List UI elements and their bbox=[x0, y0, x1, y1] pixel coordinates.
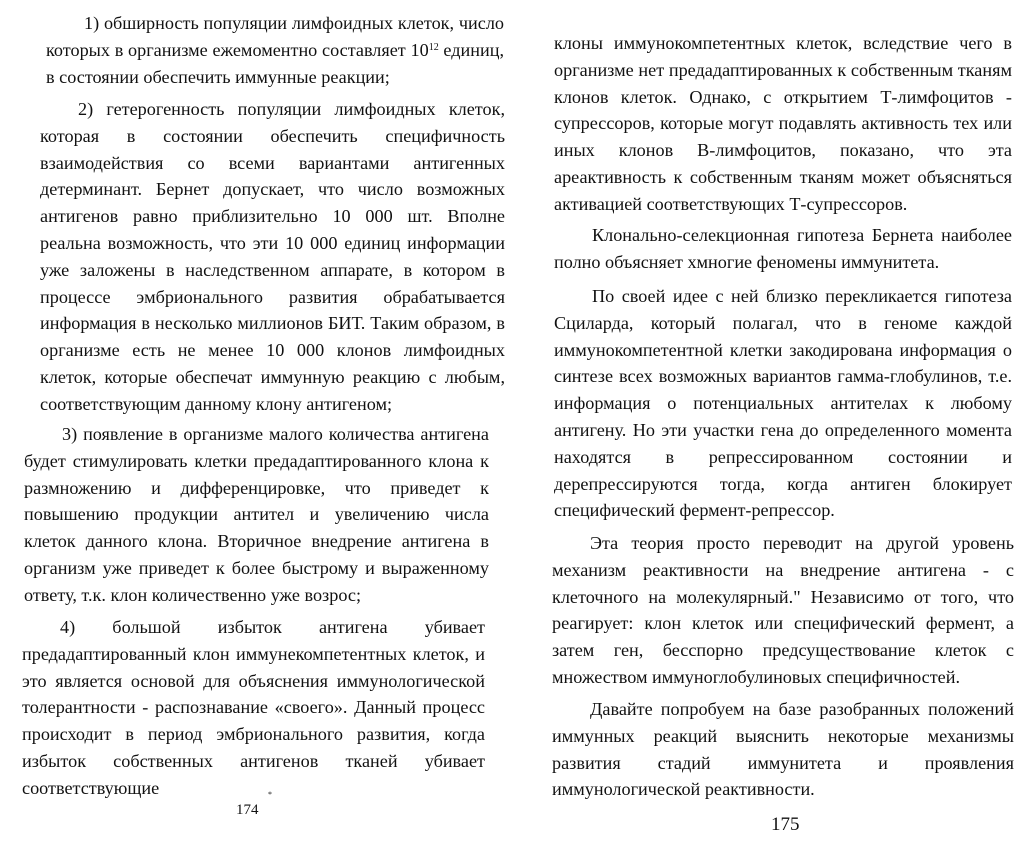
page-number-left: 174 bbox=[236, 802, 259, 818]
stray-mark: * bbox=[268, 790, 272, 799]
right-paragraph-1: клоны иммунокомпетентных клеток, вследствие чего в организме нет предадаптированных к собственным тканям клонов клеток. Однако, с открытием Т-лимфоцитов - супрессоров, которые могут подавлять активность тех или иных клонов В-лимфоцитов, показано, что эта ареактивность к собственным тканям может объясняться активацией соответствующих Т-супрессоров. bbox=[554, 33, 1012, 214]
page-number-right: 175 bbox=[771, 814, 800, 835]
right-paragraph-2: Клонально-селекционная гипотеза Бернета наиболее полно объясняет хмногие феномены иммунитета. bbox=[554, 225, 1012, 272]
left-paragraph-3: 3) появление в организме малого количества антигена будет стимулировать клетки предадаптированного клона к размножению и дифференцировке, что приведет к повышению продукции антител и увеличению числа клеток данного клона. Вторичное внедрение антигена в организм уже приведет к более быстрому и выраженному ответу, т.к. клон количественно уже возрос; bbox=[24, 424, 489, 605]
left-paragraph-1 bbox=[46, 10, 504, 90]
left-paragraph-4: 4) большой избыток антигена убивает предадаптированный клон иммунекомпетентных клеток, и это является основой для объяснения иммунологической толерантности - распознавание «своего». Данный процесс происходит в период эмбрионального развития, когда избыток собственных антигенов тканей убивает соответствующие bbox=[22, 617, 485, 798]
left-paragraph-1-text-end: единиц, в состоянии обеспечить иммунные реакции; bbox=[46, 39, 504, 87]
right-paragraph-4: Эта теория просто переводит на другой уровень механизм реактивности на внедрение антигена - с клеточного на молекулярный." Независимо от того, что реагирует: клон клеток или специфический фермент, а затем ген, бесспорно предсуществование клеток с множеством иммуноглобулиновых специфичностей. bbox=[552, 533, 1014, 687]
left-paragraph-2: 2) гетерогенность популяции лимфоидных клеток, которая в состоянии обеспечить специфичность взаимодействия со всеми вариантами антигенных детерминант. Бернет допускает, что число возможных антигенов равно приблизительно 10 000 шт. Вполне реальна возможность, что эти 10 000 единиц информации уже заложены в наследственном аппарате, в котором в процессе эмбрионального развития обрабатывается информация в несколько миллионов БИТ. Таким образом, в организме есть не менее 10 000 клонов лимфоидных клеток, которые обеспечат иммунную реакцию с любым, соответствующим данному клону антигеном; bbox=[40, 99, 505, 414]
right-paragraph-5: Давайте попробуем на базе разобранных положений иммунных реакций выяснить некоторые механизмы развития стадий иммунитета и проявления иммунологической реактивности. bbox=[552, 699, 1014, 800]
right-paragraph-3: По своей идее с ней близко перекликается гипотеза Сциларда, который полагал, что в геноме каждой иммунокомпетентной клетки закодирована информация о синтезе всех возможных вариантов гамма-глобулинов, т.е. информация о потенциальных антителах к любому антигену. Но эти участки гена до определенного момента находятся в репрессированном состоянии и дерепрессируются тогда, когда антиген блокирует специфический фермент-репрессор. bbox=[554, 286, 1012, 521]
left-paragraph-1-text: 1) обширность популяции лимфоидных клеток, число которых в организме ежемоментно составляет 10 bbox=[46, 13, 504, 60]
exponent: 12 bbox=[428, 41, 439, 53]
right-page bbox=[512, 0, 1024, 845]
